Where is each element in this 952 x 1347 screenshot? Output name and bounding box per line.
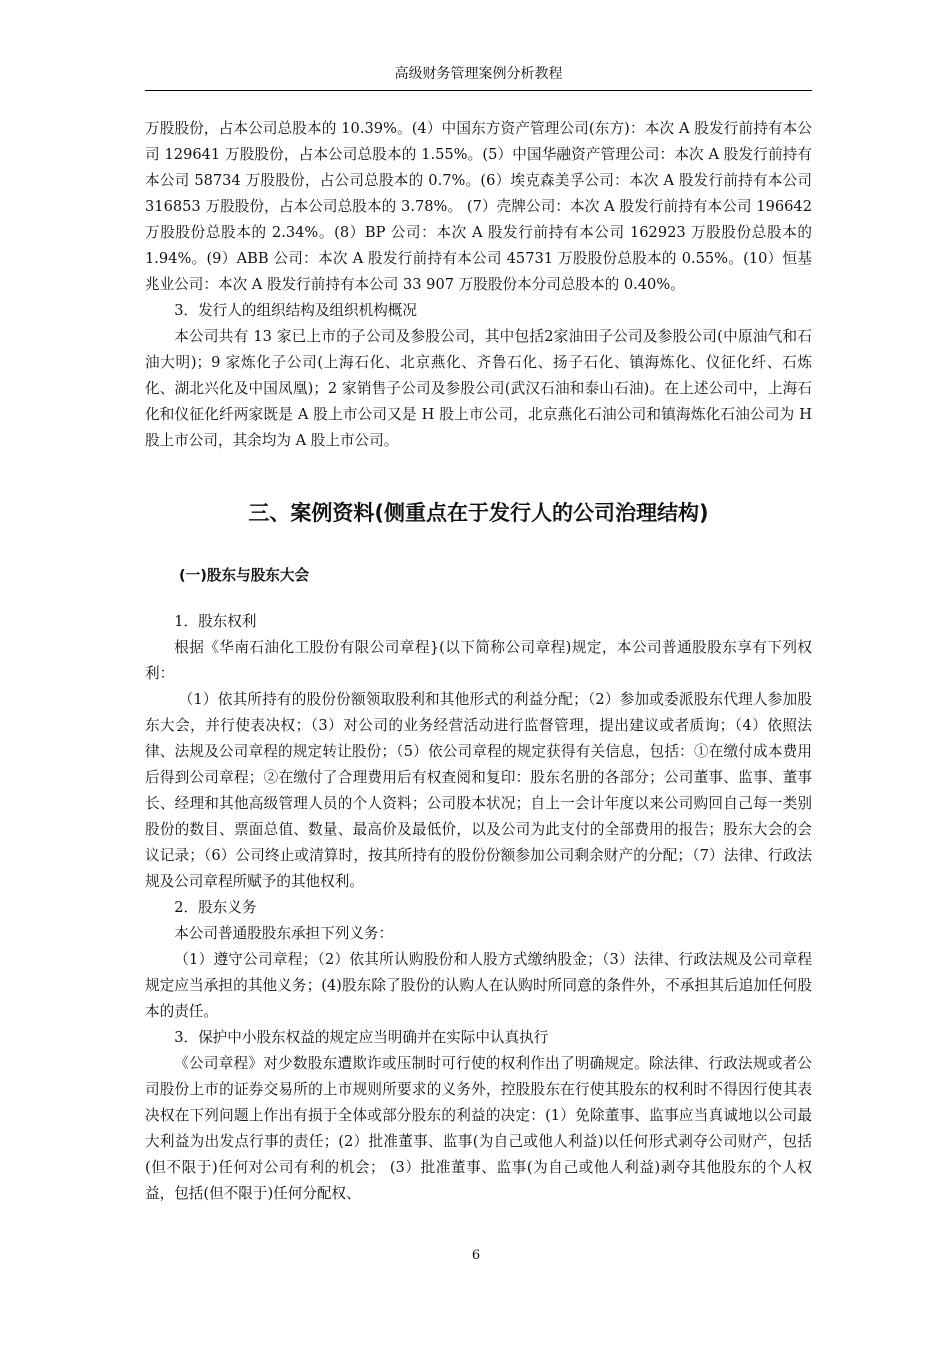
paragraph-heading: 3．保护中小股东权益的规定应当明确并在实际中认真执行	[174, 1029, 549, 1046]
body-text-block	[145, 609, 812, 1207]
subsection-title: (一)股东与股东大会	[179, 567, 310, 584]
running-header	[145, 62, 812, 91]
paragraph-heading: 2．股东义务	[174, 899, 257, 916]
paragraph: 《公司章程》对少数股东遭欺诈或压制时可行使的权利作出了明确规定。除法律、行政法规或者公司股份上市的证券交易所的上市规则所要求的义务外，控股股东在行使其股东的权利时不得因行使其表决权在下列问题上作出有损于全体或部分股东的利益的决定：(1）免除董事、监事应当真诚地以公司最大利益为出发点行事的责任；(2）批准董事、监事(为自己或他人利益)以任何形式剥夺公司财产，包括(但不限于)任何对公司有利的机会； (3）批准董事、监事(为自己或他人利益)剥夺其他股东的个人权益，包括(但不限于)任何分配权、	[145, 1055, 812, 1202]
page-number: 6	[471, 1248, 481, 1263]
paragraph: 本公司共有 13 家已上市的子公司及参股公司，其中包括2家油田子公司及参股公司(中原油气和石油大明)；9 家炼化子公司(上海石化、北京燕化、齐鲁石化、扬子石化、镇海炼化、仪征化纤、石炼化、湖北兴化及中国凤凰)；2 家销售子公司及参股公司(武汉石油和泰山石油)。在上述公司中，上海石化和仪征化纤两家既是 A 股上市公司又是 H 股上市公司，北京燕化石油公司和镇海炼化石油公司为 H 股上市公司，其余均为 A 股上市公司。	[145, 328, 812, 449]
paragraph: （1）遵守公司章程；（2）依其所认购股份和人股方式缴纳股金；（3）法律、行政法规及公司章程规定应当承担的其他义务；(4)股东除了股份的认购人在认购时所同意的条件外，不承担其后追加任何股本的责任。	[145, 951, 812, 1020]
paragraph: 本公司普通股股东承担下列义务：	[174, 925, 394, 942]
paragraph: （1）依其所持有的股份份额领取股利和其他形式的利益分配；（2）参加或委派股东代理人参加股东大会，并行使表决权；（3）对公司的业务经营活动进行监督管理，提出建议或者质询；（4）依照法律、法规及公司章程的规定转让股份；（5）依公司章程的规定获得有关信息，包括：①在缴付成本费用后得到公司章程；②在缴付了合理费用后有权查阅和复印：股东名册的各部分；公司董事、监事、董事长、经理和其他高级管理人员的个人资料；公司股本状况；自上一会计年度以来公司购回自己每一类别股份的数目、票面总值、数量、最高价及最低价，以及公司为此支付的全部费用的报告；股东大会的会议记录；（6）公司终止或清算时，按其所持有的股份份额参加公司剩余财产的分配；（7）法律、行政法规及公司章程所赋予的其他权利。	[145, 691, 812, 890]
header-title: 高级财务管理案例分析教程	[394, 66, 563, 82]
paragraph: 万股股份，占本公司总股本的 10.39%。(4）中国东方资产管理公司(东方)：本次 A 股发行前持有本公司 129641 万股股份，占本公司总股本的 1.55%。(5）中国华融资产管理公司：本次 A 股发行前持有本公司 58734 万股股份，占公司总股本的 0.7%。(6）埃克森美孚公司：本次 A 股发行前持有本公司 316853 万股股份，占本公司总股本的 3.78%。 (7）壳牌公司：本次 A 股发行前持有本公司 196642 万股股份总股本的 2.34%。(8）BP 公司：本次 A 股发行前持有本公司 162923 万股股份总股本的 1.94%。(9）ABB 公司：本次 A 股发行前持有本公司 45731 万股股份总股本的 0.55%。(10）恒基兆业公司：本次 A 股发行前持有本公司 33 907 万股股份本分司总股本的 0.40%。	[145, 120, 813, 293]
paragraph: 根据《华南石油化工股份有限公司章程}(以下简称公司章程)规定，本公司普通股股东享有下列权利：	[145, 639, 812, 682]
paragraph-heading: 1．股东权利	[174, 613, 257, 630]
paragraph-heading: 3．发行人的组织结构及组织机构概况	[174, 302, 417, 319]
section-title: 三、案例资料(侧重点在于发行人的公司治理结构)	[248, 501, 709, 525]
top-text-block	[145, 116, 812, 454]
